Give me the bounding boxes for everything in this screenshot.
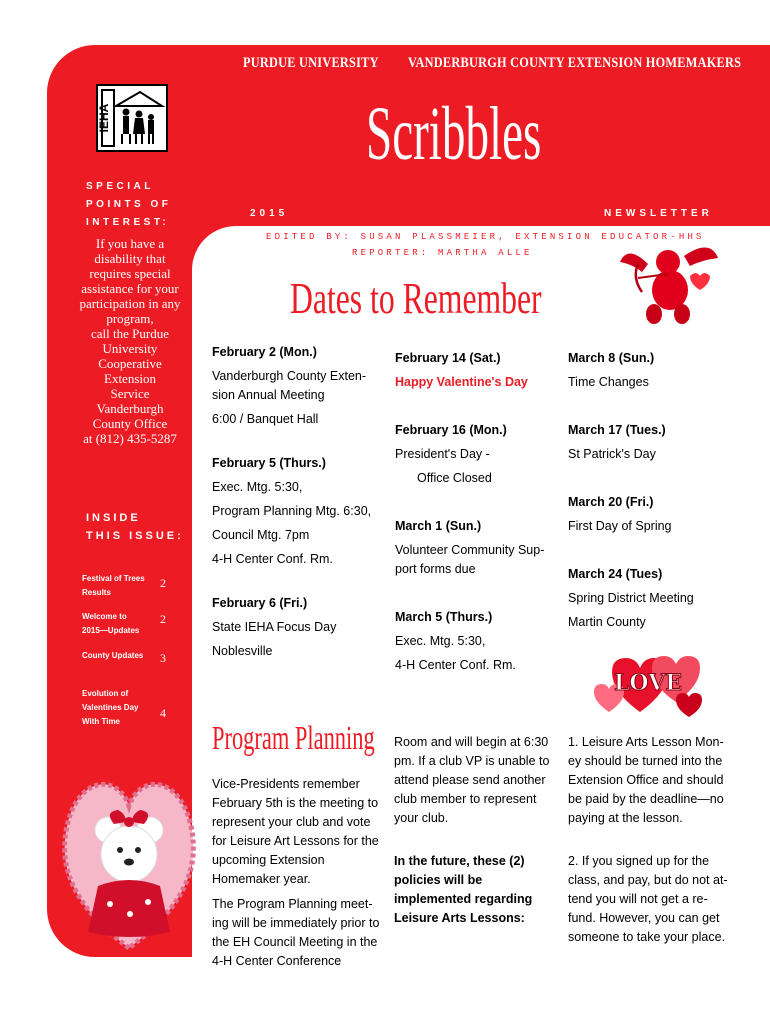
love-hearts-illustration	[592, 642, 702, 724]
reporter: REPORTER: MARTHA ALLE	[352, 248, 533, 258]
event-date: February 2 (Mon.)	[212, 345, 317, 359]
paragraph: Vice-Presidents remember February 5th is the meeting to represent your club and vote for Leisure Art Lessons for the upcoming Extension Homemaker year.	[212, 777, 379, 886]
event-date: March 17 (Tues.)	[568, 423, 666, 437]
event-detail: sion Annual Meeting	[212, 388, 325, 402]
event-detail: Martin County	[568, 615, 646, 629]
program-planning-column-3	[568, 733, 734, 947]
note-line: participation in any	[79, 296, 181, 311]
toc-title: With Time	[82, 717, 121, 726]
event-date: February 14 (Sat.)	[395, 351, 501, 365]
dates-column-2	[395, 346, 544, 677]
dates-column-1	[212, 340, 371, 663]
event-detail: port forms due	[395, 562, 476, 576]
spacer	[395, 490, 544, 514]
program-planning-column-1	[212, 775, 382, 971]
event-date: February 5 (Thurs.)	[212, 456, 326, 470]
event-date: March 1 (Sun.)	[395, 519, 482, 533]
event-date: March 8 (Sun.)	[568, 351, 655, 365]
event-date: February 6 (Fri.)	[212, 596, 308, 610]
event-highlight: Happy Valentine's Day	[395, 375, 528, 389]
note-line: disability that	[94, 251, 166, 266]
event-detail: 6:00 / Banquet Hall	[212, 412, 319, 426]
special-points-heading	[86, 178, 171, 232]
spacer	[568, 466, 694, 490]
spacer	[568, 394, 694, 418]
issue-year: 2015	[250, 208, 289, 219]
event-detail: St Patrick's Day	[568, 447, 656, 461]
note-line: program,	[106, 311, 154, 326]
dates-column-3	[568, 346, 694, 634]
dates-title: Dates to Remember	[290, 274, 542, 323]
event-date: March 20 (Fri.)	[568, 495, 654, 509]
event-detail: First Day of Spring	[568, 519, 672, 533]
toc-item[interactable]	[82, 572, 145, 600]
event-detail: 4-H Center Conf. Rm.	[212, 552, 333, 566]
paragraph: 2. If you signed up for the class, and pay, but do not at-tend you will not get a re-fund. However, you can get someone to take your place.	[568, 854, 728, 944]
spacer	[395, 394, 544, 418]
accessibility-note	[70, 236, 190, 446]
spacer	[395, 581, 544, 605]
event-detail: Exec. Mtg. 5:30,	[212, 480, 303, 494]
logo-text: IEHA	[97, 103, 111, 133]
event-date: February 16 (Mon.)	[395, 423, 507, 437]
event-date: March 24 (Tues)	[568, 567, 663, 581]
note-line: at (812) 435-5287	[83, 431, 177, 446]
event-detail: Time Changes	[568, 375, 649, 389]
toc-title: Festival of Trees	[82, 574, 145, 583]
masthead-title: Scribbles	[366, 92, 542, 176]
toc-title: County Updates	[82, 651, 144, 660]
toc-title: 2015—Updates	[82, 626, 140, 635]
header-left: PURDUE UNIVERSITY	[243, 55, 379, 71]
love-text: LOVE	[613, 670, 683, 696]
heading-line: THIS ISSUE:	[86, 530, 184, 542]
event-detail: Program Planning Mtg. 6:30,	[212, 504, 372, 518]
newsletter-label: NEWSLETTER	[604, 208, 713, 219]
note-line: University	[102, 341, 158, 356]
event-detail: 4-H Center Conf. Rm.	[395, 658, 516, 672]
event-detail: President's Day -	[395, 447, 490, 461]
toc-item[interactable]	[82, 610, 139, 638]
event-detail: Volunteer Community Sup-	[395, 543, 545, 557]
event-detail: Spring District Meeting	[568, 591, 694, 605]
event-detail: Noblesville	[212, 644, 273, 658]
ieha-logo	[96, 84, 168, 152]
heading-line: INSIDE	[86, 512, 141, 524]
heading-line: INTEREST:	[86, 217, 170, 228]
spacer	[568, 538, 694, 562]
note-line: County Office	[92, 416, 168, 431]
note-line: requires special	[89, 266, 171, 281]
toc-title: Evolution of	[82, 689, 129, 698]
note-line: assistance for your	[81, 281, 179, 296]
note-line: call the Purdue	[91, 326, 169, 341]
paragraph: The Program Planning meet-ing will be immediately prior to the EH Council Meeting in the 4-H Center Conference	[212, 897, 380, 968]
note-line: Vanderburgh	[96, 401, 164, 416]
inside-issue-heading	[86, 509, 184, 545]
note-line: Extension	[104, 371, 156, 386]
heading-line: SPECIAL	[86, 181, 154, 192]
toc-item[interactable]	[82, 649, 143, 663]
event-date: March 5 (Thurs.)	[395, 610, 493, 624]
toc-page: 4	[160, 706, 166, 720]
toc-item[interactable]	[82, 687, 138, 729]
note-line: Service	[110, 386, 150, 401]
event-detail: Exec. Mtg. 5:30,	[395, 634, 486, 648]
toc-page: 3	[160, 651, 166, 665]
event-detail: State IEHA Focus Day	[212, 620, 337, 634]
event-detail: Vanderburgh County Exten-	[212, 369, 367, 383]
toc-page: 2	[160, 576, 166, 590]
program-planning-column-2	[394, 733, 560, 928]
toc-title: Valentines Day	[82, 703, 139, 712]
toc-title: Welcome to	[82, 612, 127, 621]
header-right: VANDERBURGH COUNTY EXTENSION HOMEMAKERS	[408, 55, 742, 71]
event-detail: Office Closed	[417, 471, 492, 485]
paragraph: 1. Leisure Arts Lesson Mon-ey should be turned into the Extension Office and should be paid by the deadline—no paying at the lesson.	[568, 735, 724, 825]
edited-by: EDITED BY: SUSAN PLASSMEIER, EXTENSION EDUCATOR-HHS	[266, 232, 705, 242]
toc-page: 2	[160, 612, 166, 626]
note-line: Cooperative	[98, 356, 162, 371]
cupid-illustration	[618, 234, 722, 328]
toc-title: Results	[82, 588, 111, 597]
paragraph: In the future, these (2) policies will be implemented regarding Leisure Arts Lessons:	[394, 854, 533, 925]
event-detail: Council Mtg. 7pm	[212, 528, 310, 542]
teddy-bear-valentine-illustration	[58, 762, 200, 954]
paragraph: Room and will begin at 6:30 pm. If a club VP is unable to attend please send another club member to represent your club.	[394, 735, 550, 825]
heading-line: POINTS OF	[86, 199, 172, 210]
program-planning-title: Program Planning	[212, 720, 375, 757]
note-line: If you have a	[95, 236, 165, 251]
